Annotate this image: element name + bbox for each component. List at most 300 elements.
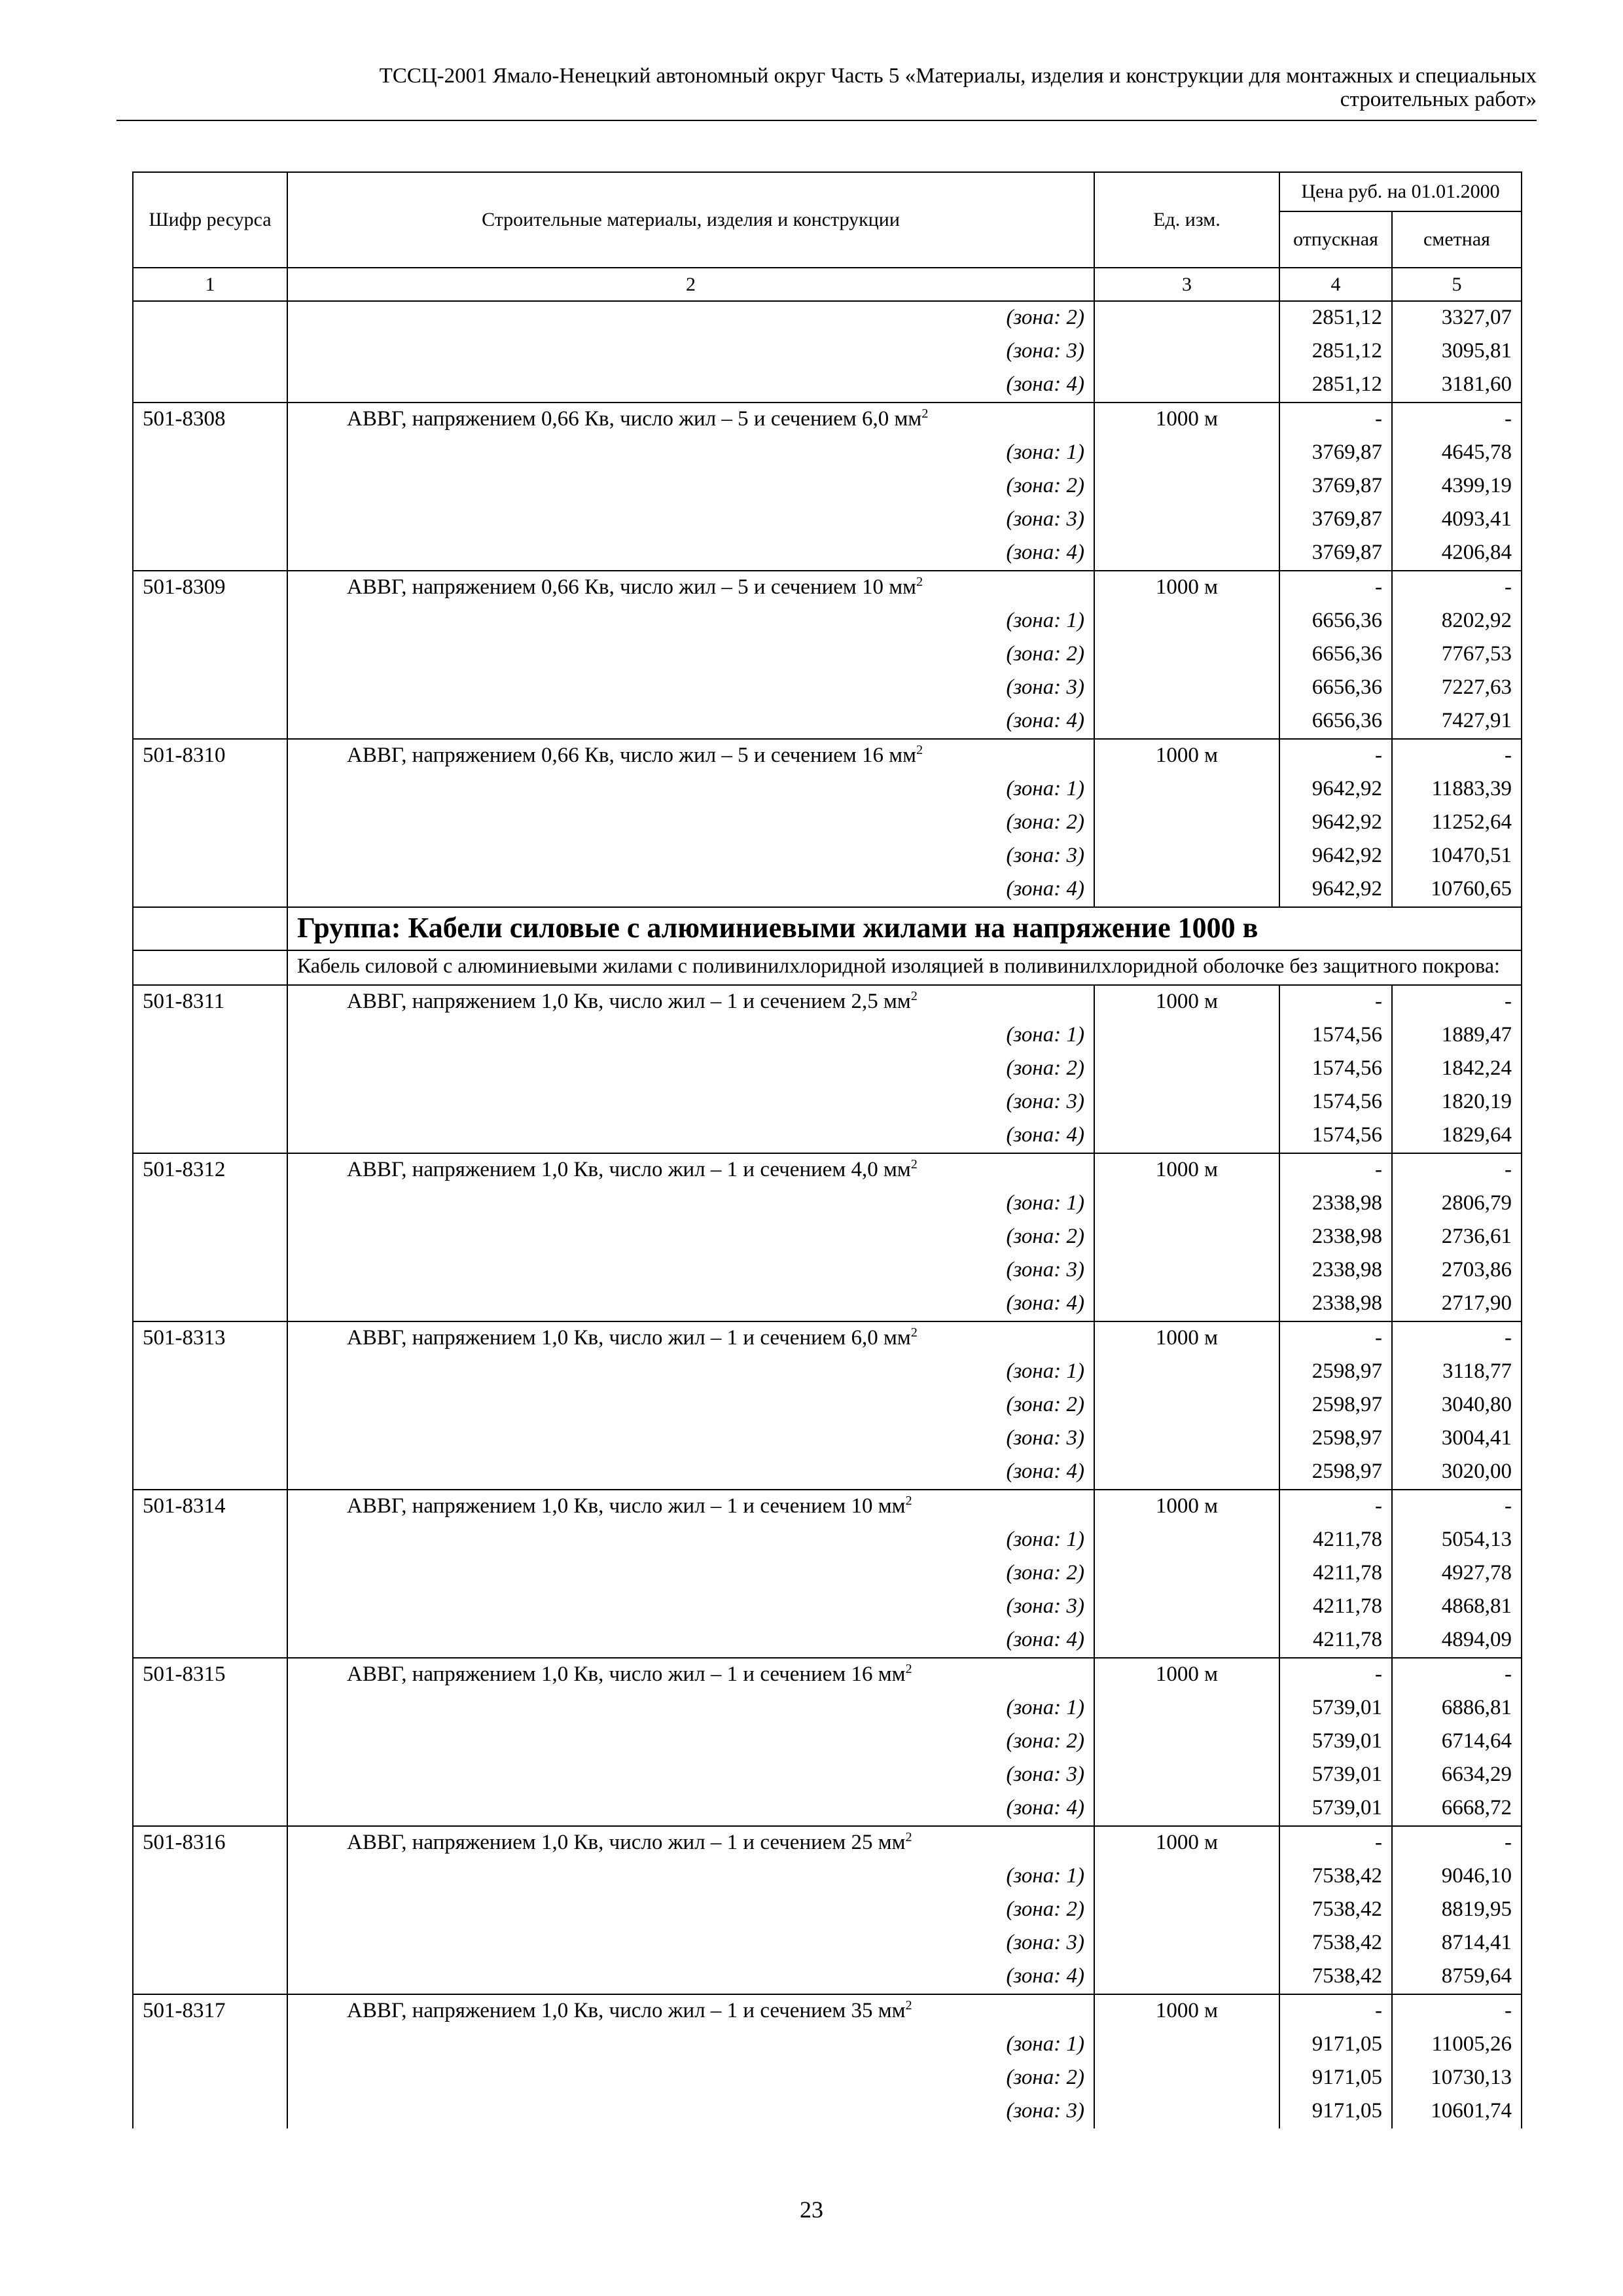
code-cell-empty <box>133 1019 287 1052</box>
resource-name-text: АВВГ, напряжением 1,0 Кв, число жил – 1 и сечением 2,5 мм <box>347 990 911 1013</box>
estimate-price: 2703,86 <box>1392 1254 1522 1287</box>
resource-code: 501-8309 <box>133 571 287 605</box>
code-cell-empty <box>133 1624 287 1658</box>
resource-row <box>133 1153 1522 1187</box>
code-cell-empty <box>133 470 287 503</box>
resource-name-text: АВВГ, напряжением 1,0 Кв, число жил – 1 и сечением 35 мм <box>347 1999 906 2022</box>
zone-label: (зона: 2) <box>287 1893 1094 1927</box>
zone-label: (зона: 4) <box>287 1456 1094 1490</box>
zone-label: (зона: 1) <box>287 1355 1094 1389</box>
resource-name-text: АВВГ, напряжением 1,0 Кв, число жил – 1 и сечением 10 мм <box>347 1494 906 1518</box>
group-code-empty <box>133 907 287 950</box>
resource-name-text: АВВГ, напряжением 0,66 Кв, число жил – 5 и сечением 6,0 мм <box>347 407 922 431</box>
estimate-price: 11252,64 <box>1392 806 1522 840</box>
code-cell-empty <box>133 537 287 571</box>
zone-row <box>133 1590 1522 1624</box>
zone-row <box>133 1052 1522 1086</box>
release-price: 6656,36 <box>1279 605 1392 638</box>
unit-cell-empty <box>1094 503 1279 537</box>
resource-unit: 1000 м <box>1094 571 1279 605</box>
resource-name <box>287 1826 1094 1860</box>
resource-row <box>133 571 1522 605</box>
release-price: 7538,42 <box>1279 1860 1392 1893</box>
code-cell-empty <box>133 1187 287 1221</box>
zone-row <box>133 1422 1522 1456</box>
estimate-price: 10760,65 <box>1392 873 1522 907</box>
release-price: 2598,97 <box>1279 1456 1392 1490</box>
release-price: - <box>1279 1658 1392 1692</box>
release-price: 9642,92 <box>1279 806 1392 840</box>
unit-superscript: 2 <box>910 1157 918 1172</box>
code-cell-empty <box>133 1893 287 1927</box>
estimate-price: 3020,00 <box>1392 1456 1522 1490</box>
resource-code: 501-8311 <box>133 985 287 1019</box>
release-price: 2338,98 <box>1279 1254 1392 1287</box>
zone-label: (зона: 3) <box>287 1590 1094 1624</box>
release-price: 5739,01 <box>1279 1725 1392 1759</box>
group-subtitle-row <box>133 950 1522 985</box>
code-cell-empty <box>133 368 287 403</box>
unit-cell-empty <box>1094 1254 1279 1287</box>
estimate-price: 6634,29 <box>1392 1759 1522 1792</box>
zone-label: (зона: 3) <box>287 1927 1094 1960</box>
zone-label: (зона: 3) <box>287 1086 1094 1119</box>
col-header-unit: Ед. изм. <box>1094 172 1279 268</box>
code-cell-empty <box>133 1221 287 1254</box>
zone-row <box>133 1119 1522 1153</box>
resource-row <box>133 1826 1522 1860</box>
estimate-price: 3040,80 <box>1392 1389 1522 1422</box>
zone-row <box>133 2028 1522 2062</box>
release-price: 3769,87 <box>1279 437 1392 470</box>
unit-cell-empty <box>1094 2095 1279 2128</box>
estimate-price: - <box>1392 1658 1522 1692</box>
unit-superscript: 2 <box>905 1494 912 1508</box>
resource-row <box>133 1658 1522 1692</box>
zone-label: (зона: 3) <box>287 1759 1094 1792</box>
release-price: 1574,56 <box>1279 1052 1392 1086</box>
zone-row <box>133 1960 1522 1994</box>
estimate-price: 10601,74 <box>1392 2095 1522 2128</box>
resource-unit: 1000 м <box>1094 1321 1279 1355</box>
release-price: 9171,05 <box>1279 2062 1392 2095</box>
zone-row <box>133 672 1522 705</box>
resource-unit: 1000 м <box>1094 403 1279 437</box>
zone-row <box>133 1557 1522 1590</box>
resource-code: 501-8310 <box>133 739 287 773</box>
zone-label: (зона: 4) <box>287 368 1094 403</box>
zone-label: (зона: 1) <box>287 773 1094 806</box>
zone-label: (зона: 3) <box>287 1422 1094 1456</box>
code-cell-empty <box>133 503 287 537</box>
estimate-price: 7767,53 <box>1392 638 1522 672</box>
estimate-price: - <box>1392 1321 1522 1355</box>
zone-row <box>133 1389 1522 1422</box>
zone-label: (зона: 4) <box>287 1287 1094 1321</box>
release-price: 5739,01 <box>1279 1792 1392 1826</box>
unit-cell-empty <box>1094 1052 1279 1086</box>
column-number: 5 <box>1392 268 1522 301</box>
release-price: 1574,56 <box>1279 1086 1392 1119</box>
release-price: 7538,42 <box>1279 1893 1392 1927</box>
unit-cell-empty <box>1094 1456 1279 1490</box>
unit-superscript: 2 <box>921 406 929 421</box>
release-price: 2598,97 <box>1279 1422 1392 1456</box>
zone-row <box>133 470 1522 503</box>
zone-label: (зона: 2) <box>287 1221 1094 1254</box>
release-price: 2851,12 <box>1279 335 1392 368</box>
release-price: 3769,87 <box>1279 503 1392 537</box>
estimate-price: 4093,41 <box>1392 503 1522 537</box>
release-price: - <box>1279 1321 1392 1355</box>
zone-label: (зона: 1) <box>287 1692 1094 1725</box>
subtitle-code-empty <box>133 950 287 985</box>
zone-row <box>133 437 1522 470</box>
header-rule <box>116 120 1537 121</box>
release-price: 5739,01 <box>1279 1692 1392 1725</box>
release-price: 1574,56 <box>1279 1119 1392 1153</box>
zone-label: (зона: 3) <box>287 1254 1094 1287</box>
code-cell-empty <box>133 1287 287 1321</box>
code-cell-empty <box>133 1860 287 1893</box>
resource-code: 501-8316 <box>133 1826 287 1860</box>
code-cell-empty <box>133 1389 287 1422</box>
unit-cell-empty <box>1094 1557 1279 1590</box>
unit-cell-empty <box>1094 773 1279 806</box>
release-price: 4211,78 <box>1279 1524 1392 1557</box>
release-price: 1574,56 <box>1279 1019 1392 1052</box>
release-price: 2338,98 <box>1279 1221 1392 1254</box>
unit-cell-empty <box>1094 1692 1279 1725</box>
zone-label: (зона: 3) <box>287 672 1094 705</box>
zone-label: (зона: 2) <box>287 301 1094 335</box>
zone-label: (зона: 4) <box>287 1792 1094 1826</box>
estimate-price: - <box>1392 1994 1522 2028</box>
zone-label: (зона: 1) <box>287 2028 1094 2062</box>
zone-row <box>133 806 1522 840</box>
zone-label: (зона: 4) <box>287 1624 1094 1658</box>
unit-cell-empty <box>1094 1624 1279 1658</box>
zone-row <box>133 1456 1522 1490</box>
release-price: 5739,01 <box>1279 1759 1392 1792</box>
estimate-price: - <box>1392 1490 1522 1524</box>
estimate-price: 4894,09 <box>1392 1624 1522 1658</box>
zone-row <box>133 537 1522 571</box>
estimate-price: 7227,63 <box>1392 672 1522 705</box>
resource-unit: 1000 м <box>1094 1153 1279 1187</box>
zone-row <box>133 1187 1522 1221</box>
estimate-price: 4645,78 <box>1392 437 1522 470</box>
release-price: 2598,97 <box>1279 1355 1392 1389</box>
unit-cell-empty <box>1094 2028 1279 2062</box>
code-cell-empty <box>133 2062 287 2095</box>
release-price: 4211,78 <box>1279 1590 1392 1624</box>
resource-code: 501-8314 <box>133 1490 287 1524</box>
zone-label: (зона: 3) <box>287 2095 1094 2128</box>
zone-row <box>133 1927 1522 1960</box>
release-price: - <box>1279 1994 1392 2028</box>
resource-name-text: АВВГ, напряжением 1,0 Кв, число жил – 1 и сечением 6,0 мм <box>347 1326 911 1350</box>
zone-row <box>133 1355 1522 1389</box>
code-cell-empty <box>133 1557 287 1590</box>
zone-row <box>133 1893 1522 1927</box>
unit-cell-empty <box>1094 1960 1279 1994</box>
code-cell-empty <box>133 1590 287 1624</box>
release-price: - <box>1279 985 1392 1019</box>
code-cell-empty <box>133 1086 287 1119</box>
zone-row <box>133 1759 1522 1792</box>
estimate-price: 11005,26 <box>1392 2028 1522 2062</box>
code-cell-empty <box>133 1422 287 1456</box>
release-price: 9171,05 <box>1279 2095 1392 2128</box>
zone-row <box>133 1254 1522 1287</box>
code-cell-empty <box>133 873 287 907</box>
estimate-price: 8819,95 <box>1392 1893 1522 1927</box>
column-number-row <box>133 268 1522 301</box>
group-subtitle: Кабель силовой с алюминиевыми жилами с поливинилхлоридной изоляцией в поливинилхлоридной оболочке без защитного покрова: <box>287 950 1522 985</box>
resource-row <box>133 739 1522 773</box>
release-price: 9642,92 <box>1279 873 1392 907</box>
release-price: 2598,97 <box>1279 1389 1392 1422</box>
zone-row <box>133 1792 1522 1826</box>
estimate-price: 11883,39 <box>1392 773 1522 806</box>
resource-name <box>287 985 1094 1019</box>
zone-row <box>133 773 1522 806</box>
column-number: 2 <box>287 268 1094 301</box>
release-price: - <box>1279 1153 1392 1187</box>
unit-superscript: 2 <box>905 1998 912 2013</box>
resource-code: 501-8313 <box>133 1321 287 1355</box>
unit-superscript: 2 <box>910 989 918 1003</box>
unit-cell-empty <box>1094 1221 1279 1254</box>
unit-cell-empty <box>1094 1119 1279 1153</box>
estimate-price: 10470,51 <box>1392 840 1522 873</box>
column-number: 1 <box>133 268 287 301</box>
resource-name <box>287 1153 1094 1187</box>
zone-label: (зона: 4) <box>287 1960 1094 1994</box>
estimate-price: 4927,78 <box>1392 1557 1522 1590</box>
estimate-price: 1820,19 <box>1392 1086 1522 1119</box>
zone-label: (зона: 2) <box>287 1557 1094 1590</box>
code-cell-empty <box>133 301 287 335</box>
code-cell-empty <box>133 2028 287 2062</box>
unit-cell-empty <box>1094 1725 1279 1759</box>
zone-label: (зона: 4) <box>287 705 1094 739</box>
unit-superscript: 2 <box>916 743 923 757</box>
unit-cell-empty <box>1094 368 1279 403</box>
zone-row <box>133 873 1522 907</box>
unit-cell-empty <box>1094 672 1279 705</box>
code-cell-empty <box>133 672 287 705</box>
estimate-price: 2717,90 <box>1392 1287 1522 1321</box>
resource-row <box>133 1994 1522 2028</box>
unit-cell-empty <box>1094 1389 1279 1422</box>
code-cell-empty <box>133 840 287 873</box>
estimate-price: 6668,72 <box>1392 1792 1522 1826</box>
estimate-price: 4206,84 <box>1392 537 1522 571</box>
estimate-price: - <box>1392 985 1522 1019</box>
unit-cell-empty <box>1094 470 1279 503</box>
estimate-price: 6714,64 <box>1392 1725 1522 1759</box>
estimate-price: 3004,41 <box>1392 1422 1522 1456</box>
release-price: 3769,87 <box>1279 537 1392 571</box>
unit-cell-empty <box>1094 1893 1279 1927</box>
resource-name <box>287 1658 1094 1692</box>
estimate-price: 1829,64 <box>1392 1119 1522 1153</box>
unit-cell-empty <box>1094 1792 1279 1826</box>
zone-row <box>133 705 1522 739</box>
zone-row <box>133 335 1522 368</box>
zone-label: (зона: 4) <box>287 1119 1094 1153</box>
code-cell-empty <box>133 1759 287 1792</box>
resource-name-text: АВВГ, напряжением 0,66 Кв, число жил – 5 и сечением 16 мм <box>347 744 917 767</box>
release-price: 6656,36 <box>1279 672 1392 705</box>
code-cell-empty <box>133 638 287 672</box>
unit-cell-empty <box>1094 840 1279 873</box>
zone-label: (зона: 2) <box>287 1725 1094 1759</box>
unit-cell-empty <box>1094 1355 1279 1389</box>
zone-row <box>133 1860 1522 1893</box>
unit-cell-empty <box>1094 638 1279 672</box>
release-price: 2338,98 <box>1279 1187 1392 1221</box>
zone-row <box>133 1725 1522 1759</box>
zone-label: (зона: 2) <box>287 1052 1094 1086</box>
unit-cell-empty <box>1094 335 1279 368</box>
release-price: - <box>1279 1490 1392 1524</box>
unit-cell-empty <box>1094 1590 1279 1624</box>
estimate-price: 8759,64 <box>1392 1960 1522 1994</box>
estimate-price: - <box>1392 571 1522 605</box>
estimate-price: 3095,81 <box>1392 335 1522 368</box>
code-cell-empty <box>133 2095 287 2128</box>
resource-name <box>287 1321 1094 1355</box>
group-title: Группа: Кабели силовые с алюминиевыми жилами на напряжение 1000 в <box>287 907 1522 950</box>
col-header-name: Строительные материалы, изделия и конструкции <box>287 172 1094 268</box>
resource-code: 501-8308 <box>133 403 287 437</box>
resource-unit: 1000 м <box>1094 985 1279 1019</box>
code-cell-empty <box>133 1960 287 1994</box>
zone-row <box>133 1221 1522 1254</box>
zone-label: (зона: 3) <box>287 335 1094 368</box>
unit-cell-empty <box>1094 1524 1279 1557</box>
release-price: - <box>1279 571 1392 605</box>
estimate-price: 8202,92 <box>1392 605 1522 638</box>
zone-label: (зона: 1) <box>287 1524 1094 1557</box>
zone-row <box>133 1624 1522 1658</box>
release-price: - <box>1279 739 1392 773</box>
unit-cell-empty <box>1094 1860 1279 1893</box>
unit-cell-empty <box>1094 605 1279 638</box>
zone-row <box>133 301 1522 335</box>
column-number: 3 <box>1094 268 1279 301</box>
release-price: 7538,42 <box>1279 1960 1392 1994</box>
zone-label: (зона: 3) <box>287 503 1094 537</box>
estimate-price: 1889,47 <box>1392 1019 1522 1052</box>
unit-cell-empty <box>1094 1086 1279 1119</box>
estimate-price: 2806,79 <box>1392 1187 1522 1221</box>
zone-row <box>133 503 1522 537</box>
zone-label: (зона: 3) <box>287 840 1094 873</box>
running-header-line2: строительных работ» <box>1340 88 1537 111</box>
unit-cell-empty <box>1094 437 1279 470</box>
table-header-row <box>133 172 1522 211</box>
code-cell-empty <box>133 705 287 739</box>
zone-label: (зона: 1) <box>287 1187 1094 1221</box>
resource-row <box>133 403 1522 437</box>
unit-cell-empty <box>1094 2062 1279 2095</box>
zone-row <box>133 1287 1522 1321</box>
unit-superscript: 2 <box>905 1830 912 1844</box>
running-header <box>116 64 1537 111</box>
unit-superscript: 2 <box>910 1325 918 1340</box>
code-cell-empty <box>133 1524 287 1557</box>
estimate-price: 3327,07 <box>1392 301 1522 335</box>
estimate-price: 1842,24 <box>1392 1052 1522 1086</box>
resource-code: 501-8315 <box>133 1658 287 1692</box>
resource-name-text: АВВГ, напряжением 1,0 Кв, число жил – 1 и сечением 4,0 мм <box>347 1158 911 1181</box>
code-cell-empty <box>133 1792 287 1826</box>
estimate-price: 4399,19 <box>1392 470 1522 503</box>
release-price: 6656,36 <box>1279 705 1392 739</box>
col-header-release: отпускная <box>1279 211 1392 268</box>
group-title-row <box>133 907 1522 950</box>
zone-label: (зона: 1) <box>287 1019 1094 1052</box>
zone-row <box>133 2095 1522 2128</box>
unit-cell-empty <box>1094 1927 1279 1960</box>
release-price: 3769,87 <box>1279 470 1392 503</box>
zone-label: (зона: 4) <box>287 537 1094 571</box>
unit-cell-empty <box>1094 873 1279 907</box>
estimate-price: - <box>1392 403 1522 437</box>
column-number: 4 <box>1279 268 1392 301</box>
resource-unit: 1000 м <box>1094 1658 1279 1692</box>
code-cell-empty <box>133 437 287 470</box>
zone-label: (зона: 2) <box>287 1389 1094 1422</box>
zone-row <box>133 1524 1522 1557</box>
resource-code: 501-8317 <box>133 1994 287 2028</box>
col-header-price: Цена руб. на 01.01.2000 <box>1279 172 1522 211</box>
unit-cell-empty <box>1094 806 1279 840</box>
resource-unit: 1000 м <box>1094 1994 1279 2028</box>
resource-unit: 1000 м <box>1094 739 1279 773</box>
unit-cell-empty <box>1094 537 1279 571</box>
release-price: - <box>1279 1826 1392 1860</box>
release-price: 2338,98 <box>1279 1287 1392 1321</box>
resource-name <box>287 403 1094 437</box>
code-cell-empty <box>133 1456 287 1490</box>
code-cell-empty <box>133 1692 287 1725</box>
code-cell-empty <box>133 1052 287 1086</box>
resource-row <box>133 985 1522 1019</box>
resource-row <box>133 1490 1522 1524</box>
resource-name <box>287 571 1094 605</box>
unit-cell-empty <box>1094 301 1279 335</box>
unit-cell-empty <box>1094 1019 1279 1052</box>
resource-name-text: АВВГ, напряжением 1,0 Кв, число жил – 1 и сечением 16 мм <box>347 1662 906 1686</box>
estimate-price: 6886,81 <box>1392 1692 1522 1725</box>
zone-label: (зона: 1) <box>287 605 1094 638</box>
release-price: 4211,78 <box>1279 1557 1392 1590</box>
estimate-price: 10730,13 <box>1392 2062 1522 2095</box>
zone-row <box>133 1086 1522 1119</box>
zone-row <box>133 1019 1522 1052</box>
estimate-price: 7427,91 <box>1392 705 1522 739</box>
col-header-code: Шифр ресурса <box>133 172 287 268</box>
estimate-price: 9046,10 <box>1392 1860 1522 1893</box>
release-price: - <box>1279 403 1392 437</box>
release-price: 9171,05 <box>1279 2028 1392 2062</box>
unit-cell-empty <box>1094 1287 1279 1321</box>
